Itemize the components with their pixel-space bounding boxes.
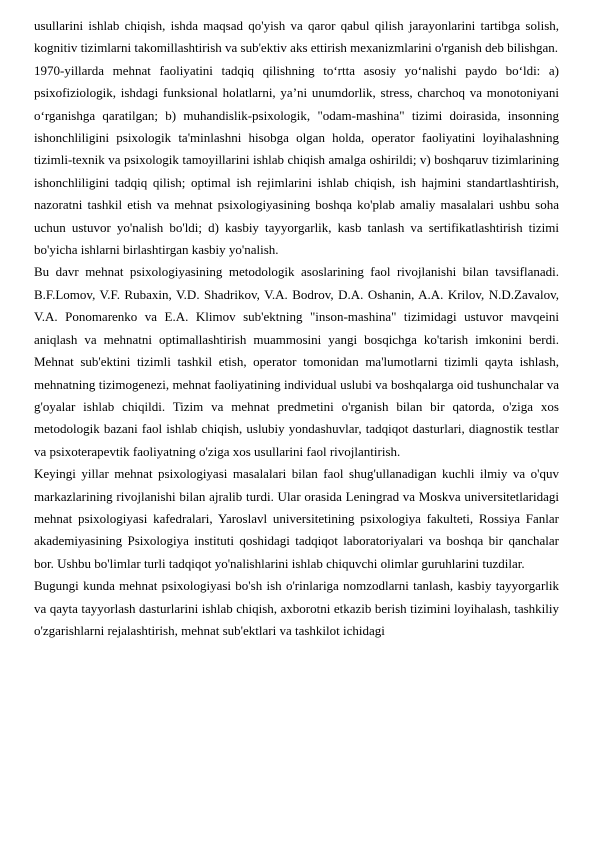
document-page [34,15,559,642]
paragraph-continuation: usullarini ishlab chiqish, ishda maqsad qo'yish va qaror qabul qilish jarayonlarini tartibga solish, kognitiv tizimlarni takomillashtirish va sub'ektiv aks ettirish mexanizmlarini o'rganish deb bilishgan. [34,18,559,56]
paragraph-research-centers: Keyingi yillar mehnat psixologiyasi masalalari bilan faol shug'ullanadigan kuchli ilmiy va o'quv markazlarining rivojlanishi bilan ajralib turdi. Ular orasida Leningrad va Moskva universitetlaridagi mehnat psixologiyasi kafedralari, Yaroslavl universitetining psixologiya fakulteti, Rossiya Fanlar akademiyasining Psixologiya instituti qoshidagi tadqiqot laboratoriyalari va boshqa bir qanchalar bor. Ushbu bo'limlar turli tadqiqot yo'nalishlarini ishlab chiquvchi olimlar guruhlarini tuzdilar. [34,466,559,571]
paragraph-today: Bugungi kunda mehnat psixologiyasi bo'sh ish o'rinlariga nomzodlarni tanlash, kasbiy tayyorgarlik va qayta tayyorlash dasturlarini ishlab chiqish, axborotni etkazib berish tizimini loyihalash, tashkiliy o'zgarishlarni rejalashtirish, mehnat sub'ektlari va tashkilot ichidagi [34,578,559,638]
paragraph-methodology: Bu davr mehnat psixologiyasining metodologik asoslarining faol rivojlanishi bilan tavsiflanadi. B.F.Lomov, V.F. Rubaxin, V.D. Shadrikov, V.A. Bodrov, D.A. Oshanin, A.A. Krilov, N.D.Zavalov, V.A. Ponomarenko va E.A. Klimov sub'ektning "inson-mashina" tizimidagi ustuvor mavqeini aniqlash va mehnatni optimallashtirish muammosini yangi bosqichga ko'tarish imkonini berdi. Mehnat sub'ektini tizimli tashkil etish, operator tomonidan ma'lumotlarni tizimli qayta ishlash, mehnatning tizimogenezi, mehnat faoliyatining individual uslubi va boshqalarga oid tushunchalar va g'oyalar ishlab chiqildi. Tizim va mehnat predmetini o'rganish bilan bir qatorda, o'ziga xos metodologik bazani faol ishlab chiqish, uslubiy yondashuvlar, tadqiqot dasturlari, diagnostik testlar va psixoterapevtik faoliyatning o'ziga xos usullarini faol rivojlantirish. [34,264,559,459]
paragraph-1970s-directions: 1970-yillarda mehnat faoliyatini tadqiq qilishning toʻrtta asosiy yoʻnalishi paydo boʻldi: a) psixofiziologik, ishdagi funksional holatlarni, yaʼni unumdorlik, stress, charchoq va monotoniyani oʻrganishga qaratilgan; b) muhandislik-psixologik, "odam-mashina" tizimi doirasida, insonning ishonchliligini psixologik ta'minlashni hisobga olgan holda, operator faoliyatini loyihalashning tizimli-texnik va psixologik tamoyillarini ishlab chiqish amalga oshirildi; v) boshqaruv tizimlarining ishonchliligini tadqiq qilish; optimal ish rejimlarini ishlab chiqish, ish hajmini standartlashtirish, nazoratni tashkil etish va mehnat psixologiyasining boshqa ko'plab amaliy masalalari ushbu soha uchun ustuvor yo'nalish bo'ldi; d) kasbiy tayyorgarlik, kasb tanlash va sertifikatlashtirish tizimi bo'yicha ishlarni birlashtirgan kasbiy yo'nalish. [34,62,559,258]
